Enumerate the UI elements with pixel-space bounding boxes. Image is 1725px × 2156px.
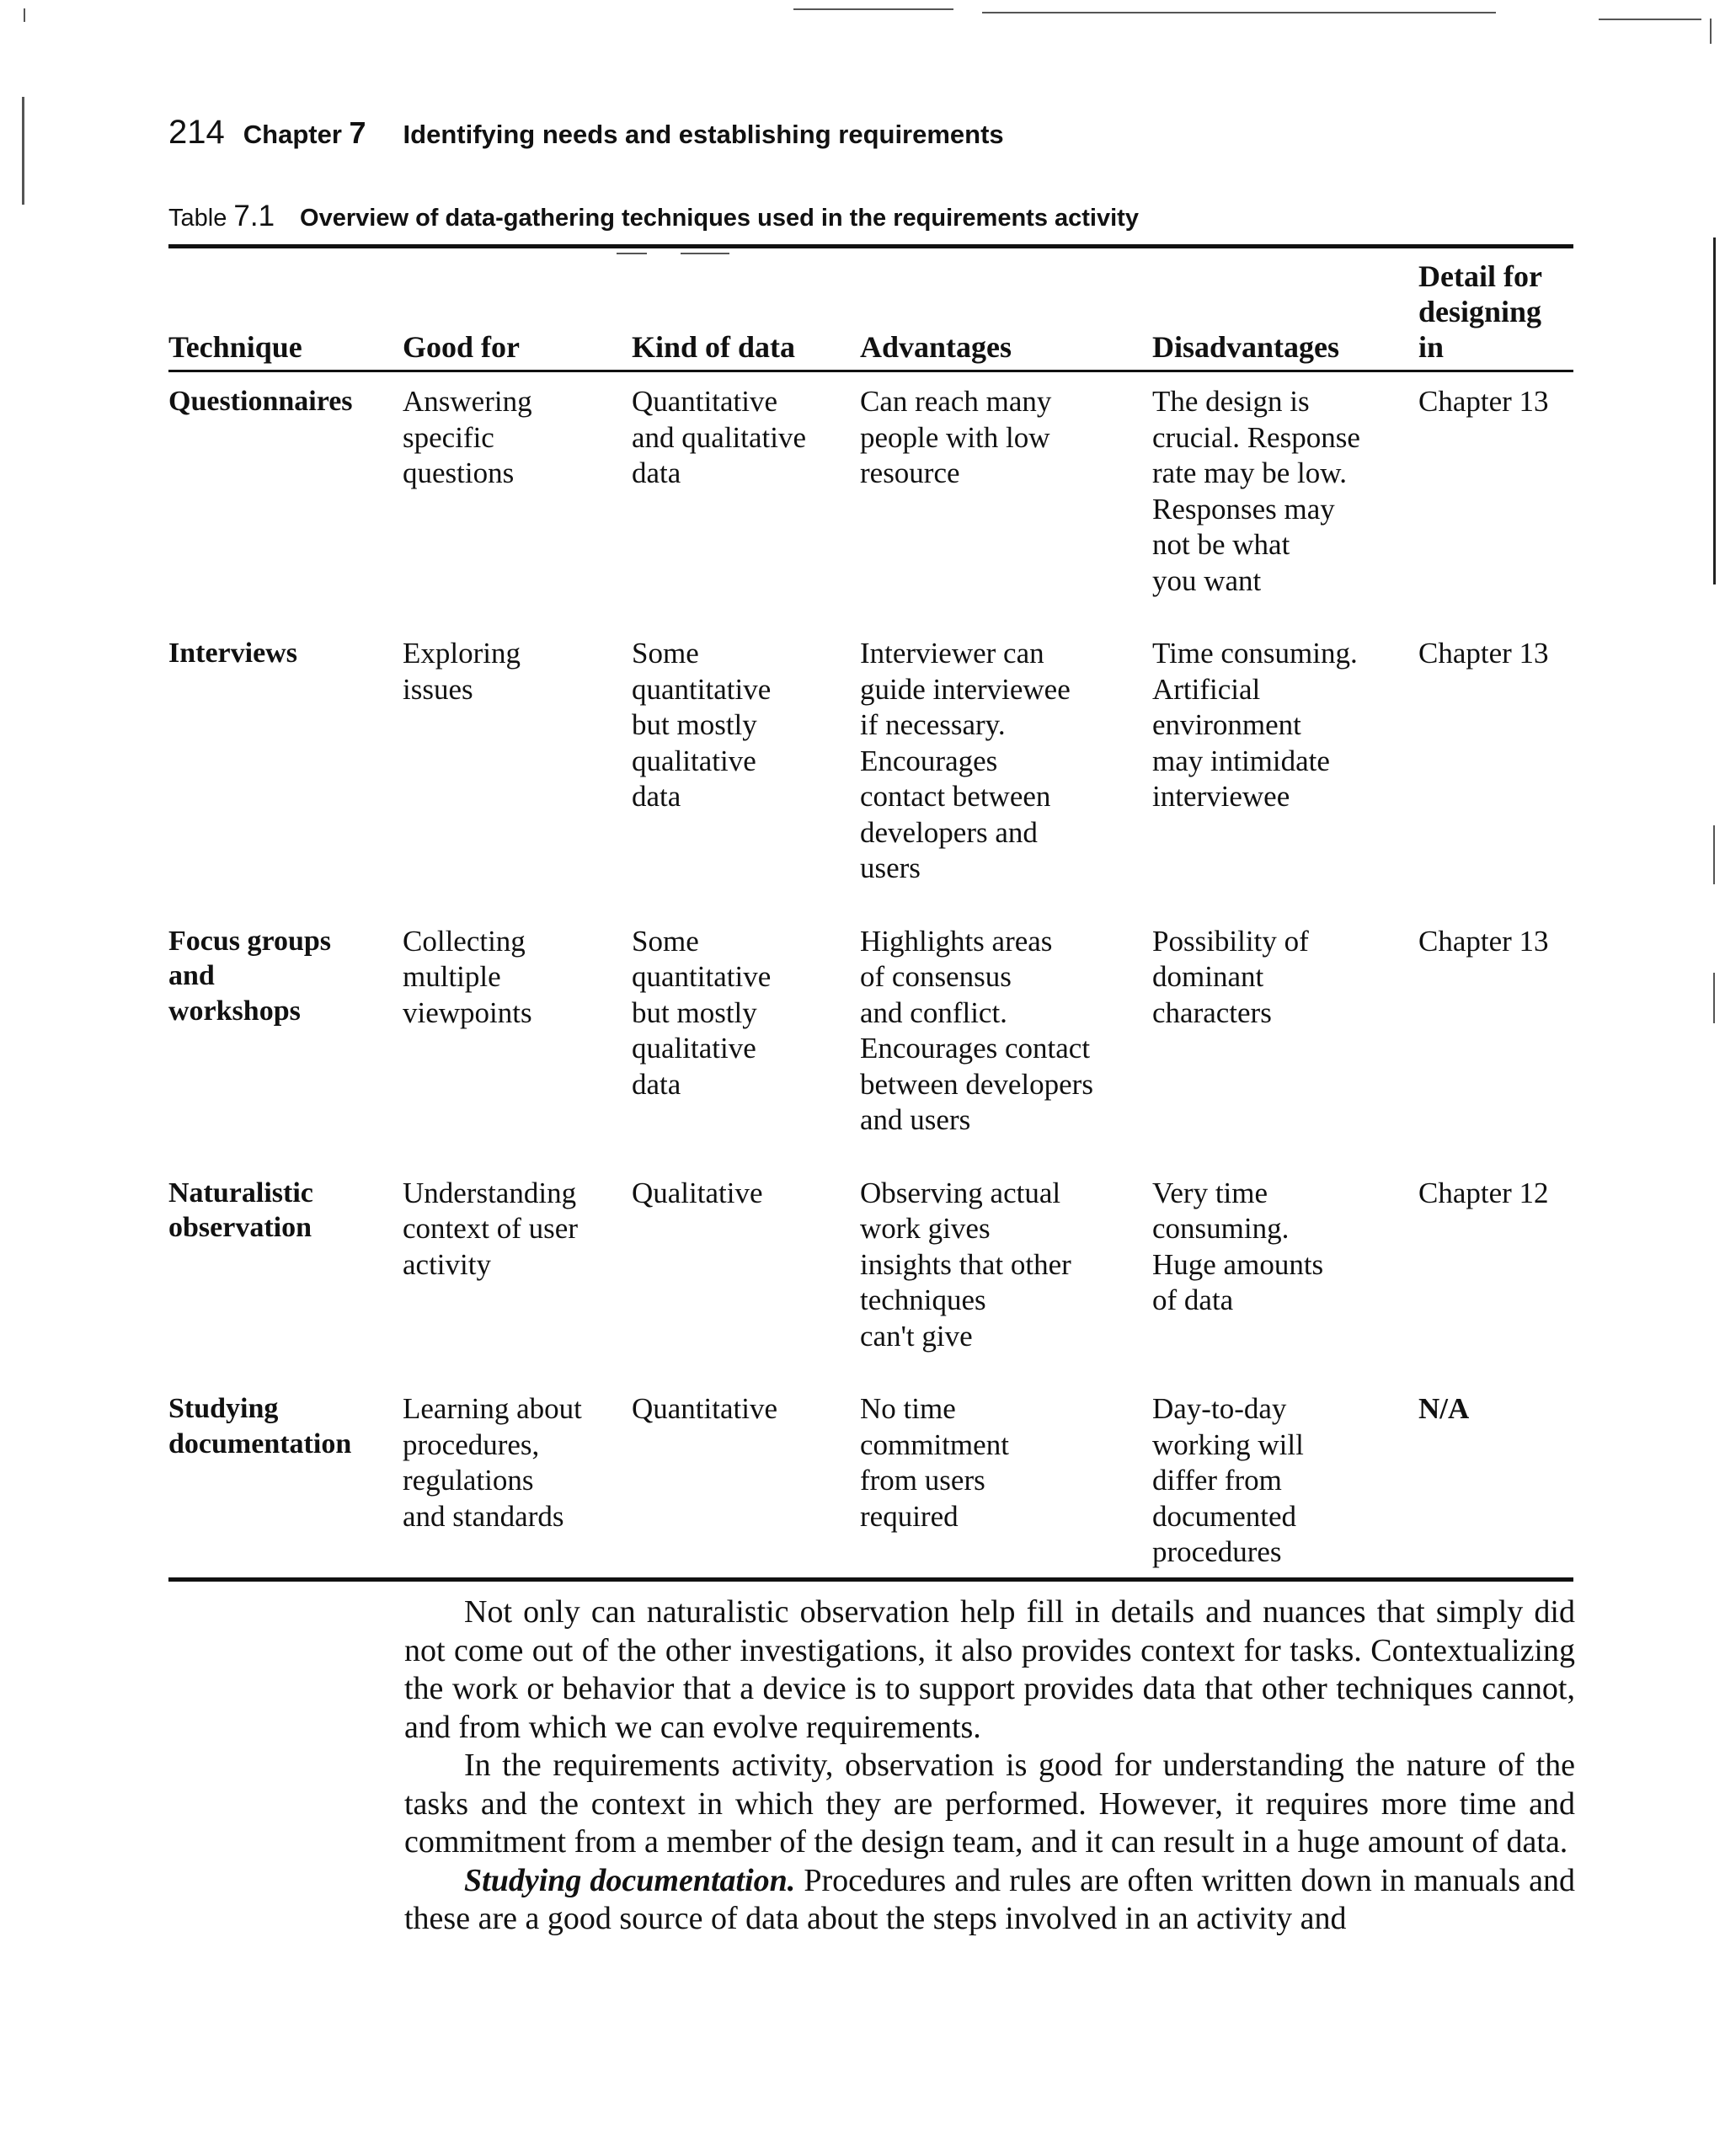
scan-mark-left-1 [24,8,25,22]
chapter-title: Identifying needs and establishing requirements [403,120,1004,149]
scan-mark-left-2 [22,97,24,205]
scan-mark-right-1 [1713,237,1716,584]
cell-good-for: Learning about procedures, regulations and standards [403,1392,582,1533]
cell-advantages: Interviewer can guide interviewee if necessary. Encourages contact between developers and users [860,637,1071,884]
header-good-for: Good for [403,248,632,371]
cell-good-for: Exploring issues [403,637,521,706]
cell-technique: Studying documentation [168,1393,352,1460]
cell-disadvantages: The design is crucial. Response rate may be low. Responses may not be what you want [1152,385,1360,597]
table-row [168,1380,1573,1577]
cell-disadvantages: Possibility of dominant characters [1152,924,1309,1029]
cell-detail: N/A [1418,1392,1470,1425]
cell-detail: Chapter 13 [1418,637,1549,670]
scan-mark-right-2 [1713,825,1715,884]
cell-disadvantages: Day-to-day working will differ from documented procedures [1152,1392,1304,1568]
table-row [168,624,1573,912]
cell-good-for: Answering specific questions [403,385,532,489]
paragraph-studying-documentation-text: Procedures and rules are often written down in manuals and these are a good source of data about the steps involved in an activity and [404,1862,1576,1936]
header-technique: Technique [168,248,403,371]
cell-kind-of-data: Quantitative [632,1392,778,1425]
scan-mark-top-1 [793,8,953,10]
cell-kind-of-data: Qualitative [632,1176,763,1209]
header-kind-of-data: Kind of data [632,248,860,371]
cell-advantages: Can reach many people with low resource [860,385,1052,489]
cell-good-for: Understanding context of user activity [403,1176,578,1281]
header-advantages: Advantages [860,248,1152,371]
header-disadvantages: Disadvantages [1152,248,1418,371]
scan-mark-top-right [1599,19,1701,20]
table-row [168,912,1573,1164]
cell-advantages: Observing actual work gives insights that other techniques can't give [860,1176,1071,1353]
scan-mark-top-2 [982,12,1496,13]
table-title: Overview of data-gathering techniques used in the requirements activity [300,205,1139,232]
table-label: Table [168,205,234,232]
cell-detail: Chapter 13 [1418,385,1549,418]
header-detail: Detail for designing in [1418,248,1573,371]
cell-technique: Interviews [168,638,297,669]
cell-disadvantages: Very time consuming. Huge amounts of data [1152,1176,1324,1316]
cell-kind-of-data: Quantitative and qualitative data [632,385,807,489]
paragraph-naturalistic-observation: Not only can naturalistic observation help fill in details and nuances that simply did not come out of the other investigations, it also provides context for tasks. Contextualizing the work or behavior that a device is to support provides data that other techniques cannot, and from which we can evolve requirements. [404,1594,1575,1745]
section-heading-studying-documentation: Studying documentation. [464,1862,796,1898]
cell-technique: Naturalistic observation [168,1177,313,1243]
cell-kind-of-data: Some quantitative but mostly qualitative data [632,637,772,813]
body-text [404,1593,1575,1939]
cell-advantages: Highlights areas of consensus and conflict. Encourages contact between developers and users [860,924,1093,1136]
table-row [168,1164,1573,1380]
page-number: 214 [168,114,225,151]
cell-technique: Focus groups and workshops [168,925,332,1027]
table-caption [168,200,1139,233]
paragraph-requirements-activity: In the requirements activity, observation is good for understanding the nature of the tasks and the context in which they are performed. However, it requires more time and commitment from a member of the design team, and it can result in a huge amount of data. [404,1748,1575,1860]
table-header-row [168,248,1573,371]
cell-advantages: No time commitment from users required [860,1392,1009,1533]
running-header [168,114,1004,152]
cell-technique: Questionnaires [168,386,353,417]
cell-disadvantages: Time consuming. Artificial environment may intimidate interviewee [1152,637,1358,813]
table-row [168,371,1573,625]
techniques-table [168,244,1573,1582]
scan-mark-top-right-v [1710,19,1712,44]
cell-detail: Chapter 12 [1418,1176,1549,1209]
table-number: 7.1 [233,200,275,232]
chapter-number: 7 [349,115,366,150]
cell-good-for: Collecting multiple viewpoints [403,924,532,1029]
scan-mark-right-3 [1713,973,1715,1023]
cell-detail: Chapter 13 [1418,924,1549,958]
cell-kind-of-data: Some quantitative but mostly qualitative data [632,924,772,1101]
paragraph-studying-documentation [404,1862,1575,1939]
chapter-label: Chapter [243,120,350,149]
techniques-table-grid [168,248,1573,1577]
